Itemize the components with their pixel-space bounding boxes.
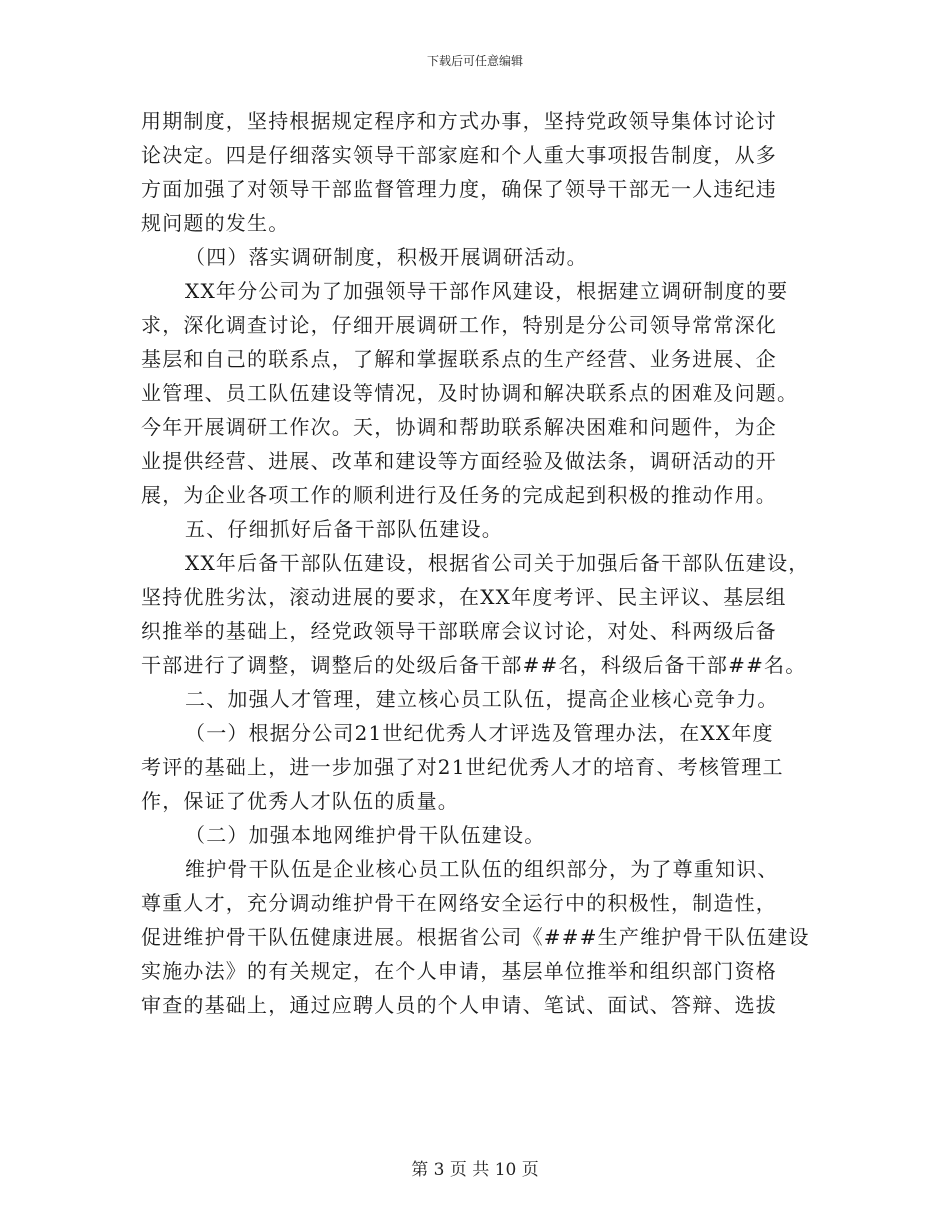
text-line: 五、仔细抓好后备干部队伍建设。	[185, 517, 503, 541]
text-line: 业管理、员工队伍建设等情况，及时协调和解决联系点的困难及问题。	[141, 381, 799, 405]
text-line: 业提供经营、进展、改革和建设等方面经验及做法条，调研活动的开	[141, 449, 777, 473]
text-line: 基层和自己的联系点，了解和掌握联系点的生产经营、业务进展、企	[141, 347, 777, 371]
text-line: 求，深化调查讨论，仔细开展调研工作，特别是分公司领导常常深化	[141, 313, 777, 337]
page-header: 下载后可任意编辑	[426, 54, 523, 68]
text-line: 今年开展调研工作次。天，协调和帮助联系解决困难和问题件，为企	[141, 415, 777, 439]
text-line: 展，为企业各项工作的顺利进行及任务的完成起到积极的推动作用。	[141, 483, 777, 507]
text-line: （二）加强本地网维护骨干队伍建设。	[185, 823, 546, 847]
text-line: （一）根据分公司21世纪优秀人才评选及管理办法，在XX年度	[185, 721, 774, 745]
text-line: 实施办法》的有关规定，在个人申请，基层单位推举和组织部门资格	[141, 959, 777, 983]
text-line: 二、加强人才管理，建立核心员工队伍，提高企业核心竞争力。	[185, 687, 779, 711]
text-line: （四）落实调研制度，积极开展调研活动。	[185, 245, 588, 269]
text-line: 审查的基础上，通过应聘人员的个人申请、笔试、面试、答辩、选拔	[141, 993, 777, 1017]
text-line: XX年后备干部队伍建设，根据省公司关于加强后备干部队伍建设，	[185, 551, 810, 575]
text-line: XX年分公司为了加强领导干部作风建设，根据建立调研制度的要	[185, 279, 789, 303]
text-line: 用期制度，坚持根据规定程序和方式办事，坚持党政领导集体讨论讨	[141, 109, 777, 133]
text-line: 论决定。四是仔细落实领导干部家庭和个人重大事项报告制度，从多	[141, 143, 777, 167]
text-line: 干部进行了调整，调整后的处级后备干部##名，科级后备干部##名。	[141, 653, 807, 677]
document-body	[141, 104, 813, 1022]
text-line: 方面加强了对领导干部监督管理力度，确保了领导干部无一人违纪违	[141, 177, 777, 201]
page-footer: 第 3 页 共 10 页	[411, 1160, 539, 1180]
text-line: 坚持优胜劣汰，滚动进展的要求，在XX年度考评、民主评议、基层组	[141, 585, 787, 609]
text-line: 作，保证了优秀人才队伍的质量。	[141, 789, 459, 813]
text-line: 考评的基础上，进一步加强了对21世纪优秀人才的培育、考核管理工	[141, 755, 784, 779]
text-line: 维护骨干队伍是企业核心员工队伍的组织部分，为了尊重知识、	[185, 857, 779, 881]
text-line: 促进维护骨干队伍健康进展。根据省公司《###生产维护骨干队伍建设	[141, 925, 810, 949]
text-line: 织推举的基础上，经党政领导干部联席会议讨论，对处、科两级后备	[141, 619, 777, 643]
text-line: 尊重人才，充分调动维护骨干在网络安全运行中的积极性，制造性，	[141, 891, 777, 915]
text-line: 规问题的发生。	[141, 211, 290, 235]
